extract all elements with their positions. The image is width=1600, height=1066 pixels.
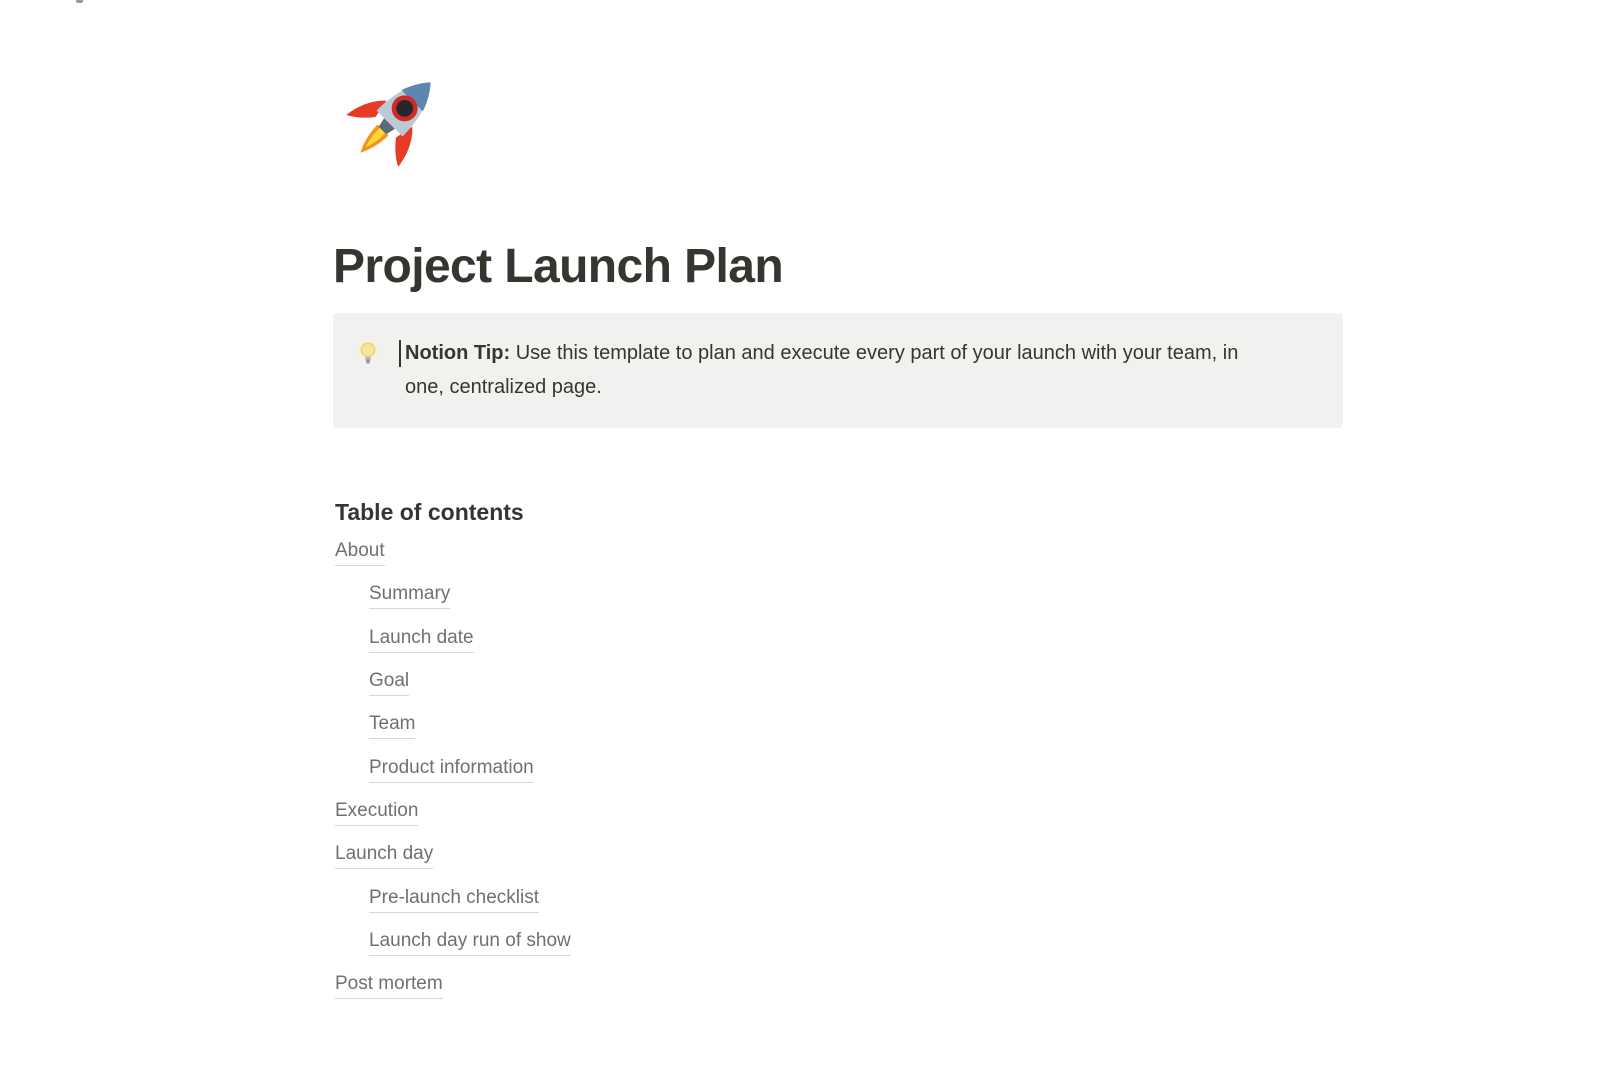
toc-link[interactable]: Execution	[335, 799, 418, 826]
toc-item	[335, 574, 571, 617]
toc-item	[335, 661, 571, 704]
toc-item	[335, 964, 571, 1007]
toc-link[interactable]: Pre-launch checklist	[369, 886, 539, 913]
callout-label: Notion Tip:	[405, 342, 511, 364]
toc-link[interactable]: Team	[369, 712, 415, 739]
toc-item	[335, 747, 571, 790]
toc-item	[335, 618, 571, 661]
toc-item	[335, 704, 571, 747]
toc-link[interactable]: Product information	[369, 756, 534, 783]
light-bulb-icon[interactable]	[357, 340, 379, 368]
page-title[interactable]: Project Launch Plan	[333, 240, 784, 293]
toc-item	[335, 791, 571, 834]
text-cursor	[399, 340, 401, 367]
toc-heading[interactable]: Table of contents	[335, 499, 524, 525]
toc-list	[335, 531, 571, 1007]
toc-link[interactable]: Launch day run of show	[369, 929, 571, 956]
toc-item	[335, 531, 571, 574]
toc-link[interactable]: Launch day	[335, 842, 433, 869]
toc-item	[335, 834, 571, 877]
cropped-ui-artifact	[76, 0, 83, 3]
toc-item	[335, 877, 571, 920]
toc-link[interactable]: Launch date	[369, 626, 474, 653]
toc-link[interactable]: Post mortem	[335, 972, 443, 999]
toc-link[interactable]: Goal	[369, 669, 409, 696]
rocket-icon[interactable]	[341, 60, 451, 174]
toc-link[interactable]: Summary	[369, 582, 450, 609]
toc-item	[335, 921, 571, 964]
toc-link[interactable]: About	[335, 539, 385, 566]
notion-tip-callout[interactable]	[333, 313, 1343, 428]
callout-text[interactable]	[405, 336, 1265, 404]
callout-message: Use this template to plan and execute every part of your launch with your team, in one, centralized page.	[405, 342, 1239, 398]
